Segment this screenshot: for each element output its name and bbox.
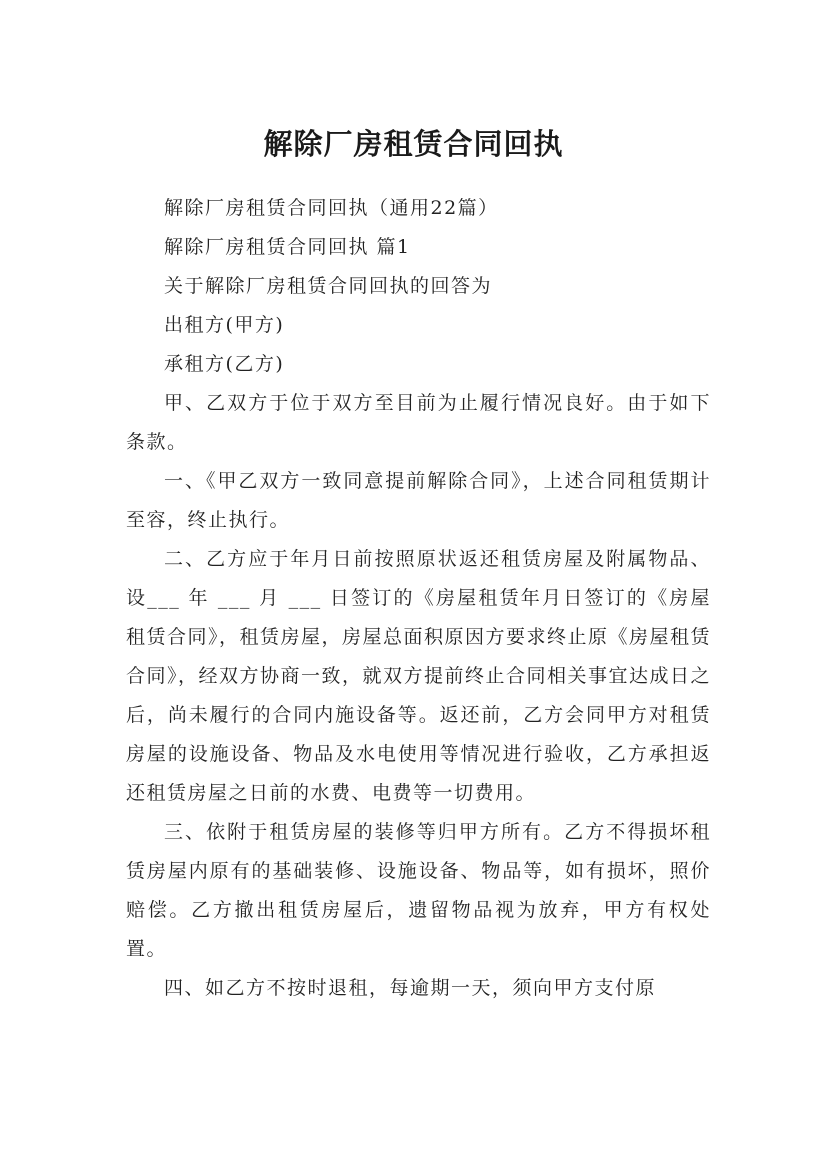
document-title: 解除厂房租赁合同回执 bbox=[263, 127, 564, 162]
intro-line: 关于解除厂房租赁合同回执的回答为 bbox=[164, 275, 493, 297]
lessee-line: 承租方(乙方) bbox=[164, 353, 285, 375]
paragraph-preamble: 甲、乙双方于位于双方至目前为止履行情况良好。由于如下条款。 bbox=[126, 392, 711, 453]
section-heading: 解除厂房租赁合同回执 篇1 bbox=[164, 236, 411, 258]
clause-3: 三、依附于租赁房屋的装修等归甲方所有。乙方不得损坏租赁房屋内原有的基础装修、设施设备、物品等，如有损坏，照价赔偿。乙方撤出租赁房屋后，遗留物品视为放弃，甲方有权处置。 bbox=[126, 821, 711, 960]
clause-4: 四、如乙方不按时退租，每逾期一天，须向甲方支付原 bbox=[164, 977, 657, 999]
clause-1: 一、《甲乙双方一致同意提前解除合同》，上述合同租赁期计至容，终止执行。 bbox=[126, 470, 711, 531]
lessor-line: 出租方(甲方) bbox=[164, 314, 285, 336]
document-body bbox=[126, 189, 711, 1008]
clause-2: 二、乙方应于年月日前按照原状返还租赁房屋及附属物品、设___ 年 ___ 月 ___ 日签订的《房屋租赁年月日签订的《房屋租赁合同》，租赁房屋，房屋总面积原因方要求终止原《房屋租赁合同》，经双方协商一致，就双方提前终止合同相关事宜达成日之后，尚未履行的合同内施设备等。返还前，乙方会同甲方对租赁房屋的设施设备、物品及水电使用等情况进行验收，乙方承担返还租赁房屋之日前的水费、电费等一切费用。 bbox=[126, 548, 712, 804]
doc-heading-line: 解除厂房租赁合同回执（通用22篇） bbox=[164, 197, 499, 219]
